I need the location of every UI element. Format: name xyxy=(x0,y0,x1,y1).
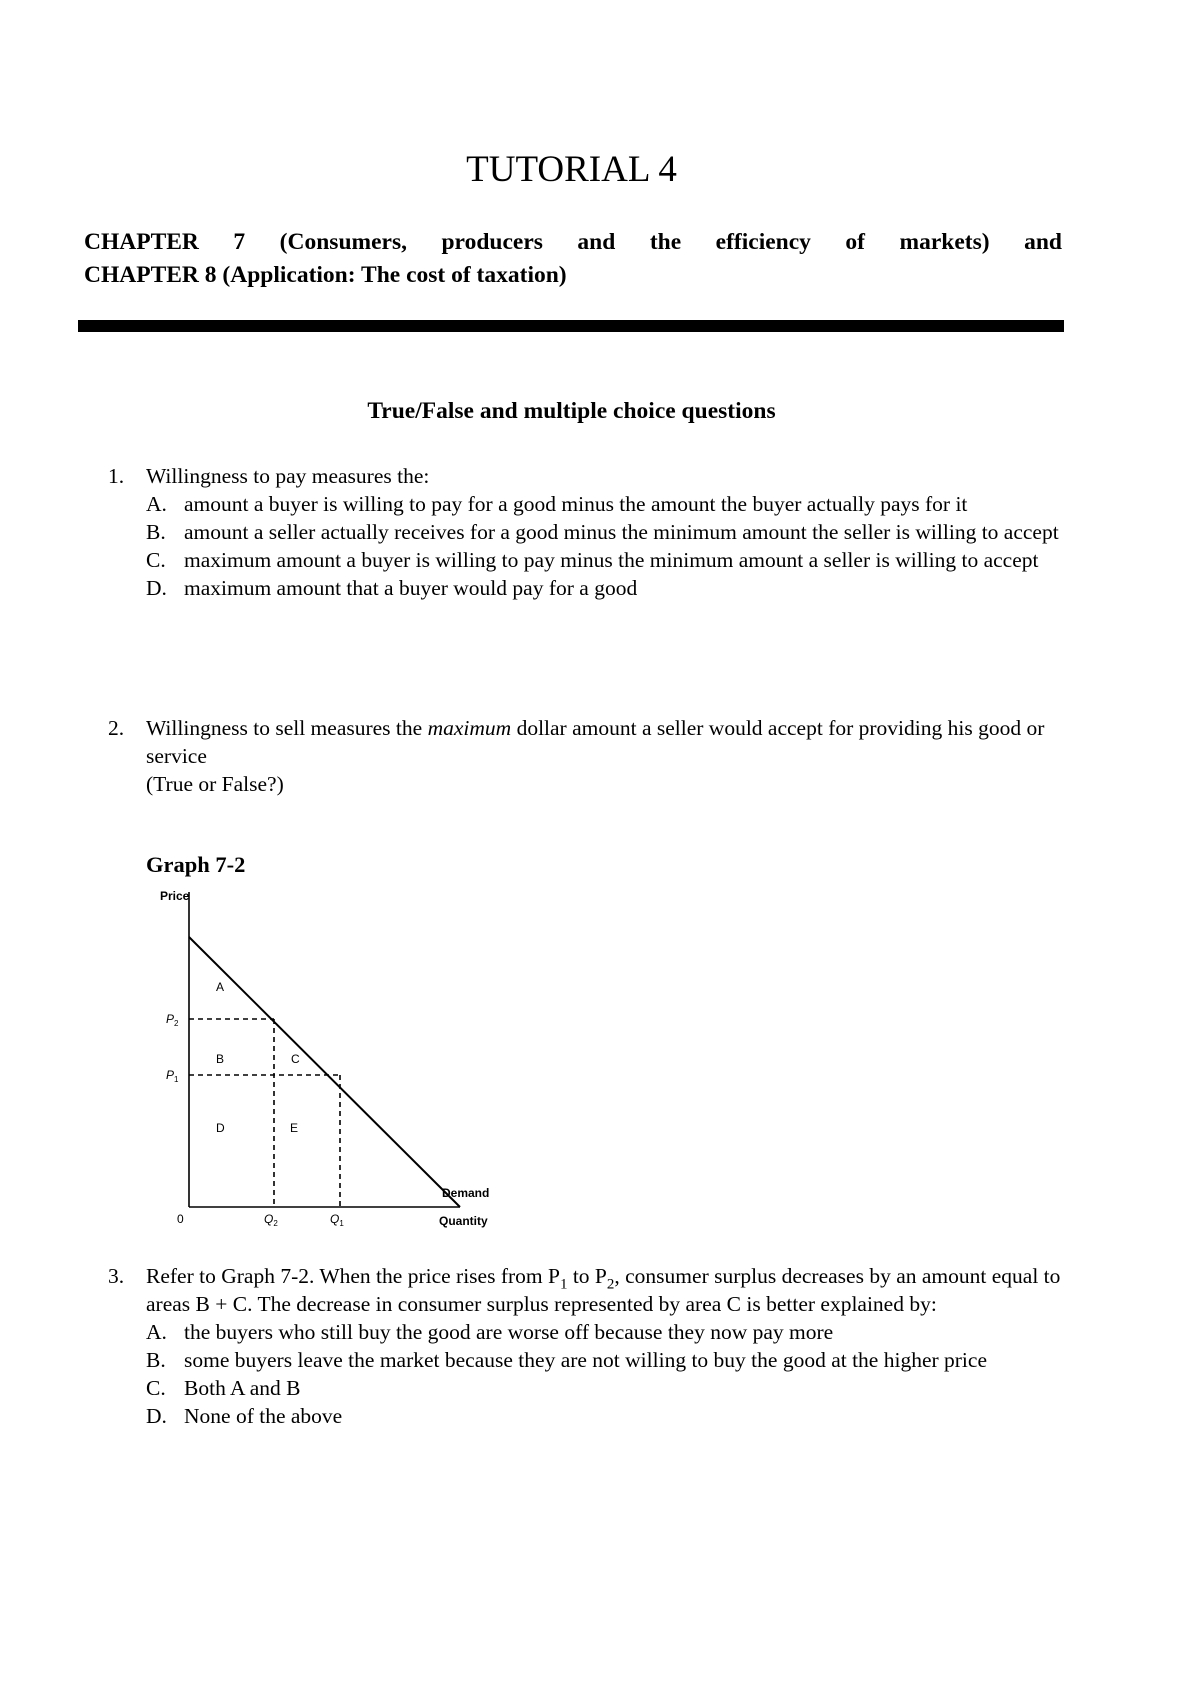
option-a xyxy=(146,1318,1068,1346)
option-letter: A. xyxy=(146,1320,167,1344)
option-d xyxy=(146,1402,1068,1430)
stem-text: Willingness to sell measures the xyxy=(146,716,428,740)
option-a xyxy=(146,490,1068,518)
question-number: 2. xyxy=(108,716,125,740)
price-subscript: 2 xyxy=(606,1276,615,1293)
question-stem xyxy=(146,1262,1068,1318)
y-axis-label: Price xyxy=(160,889,190,903)
question-1 xyxy=(108,462,1068,602)
demand-curve xyxy=(189,937,460,1207)
option-text: maximum amount a buyer is willing to pay minus the minimum amount a seller is willing to accept xyxy=(184,548,1039,572)
question-number: 3. xyxy=(108,1264,125,1288)
stem-text: Refer to Graph 7-2. When the price rises from P xyxy=(146,1264,560,1288)
stem-text: to P xyxy=(567,1264,607,1288)
option-letter: A. xyxy=(146,492,167,516)
chapter-heading xyxy=(84,226,1062,292)
option-text: Both A and B xyxy=(184,1376,301,1400)
p2-label: $P_2$ xyxy=(166,1012,179,1028)
question-3 xyxy=(108,1262,1068,1430)
stem-text: , consumer surplus decreases by an amount equal to areas B + C. The decrease in consumer surplus represented by area C is better explained by: xyxy=(146,1264,1061,1316)
origin-label: 0 xyxy=(177,1212,184,1226)
question-stem xyxy=(146,714,1068,770)
option-letter: C. xyxy=(146,1376,166,1400)
chapter-7-line: CHAPTER 7 (Consumers, producers and the efficiency of markets) and xyxy=(84,229,1062,255)
area-c-label: C xyxy=(291,1052,300,1066)
option-text: amount a seller actually receives for a good minus the minimum amount the seller is willing to accept xyxy=(184,520,1059,544)
area-b-label: B xyxy=(216,1052,225,1066)
option-b xyxy=(146,518,1068,546)
q1-label: $Q_1$ xyxy=(330,1212,344,1228)
option-b xyxy=(146,1346,1068,1374)
demand-graph xyxy=(150,880,530,1240)
x-axis-label: Quantity xyxy=(439,1214,488,1228)
price-subscript: 1 xyxy=(559,1276,568,1293)
option-letter: C. xyxy=(146,548,166,572)
option-text: maximum amount that a buyer would pay for a good xyxy=(184,576,638,600)
q2-label: $Q_2$ xyxy=(264,1212,278,1228)
section-heading: True/False and multiple choice questions xyxy=(367,398,776,424)
area-e-label: E xyxy=(290,1121,299,1135)
stem-text: dollar amount a seller would accept for providing his good or service xyxy=(146,716,1045,768)
question-2 xyxy=(108,714,1068,798)
option-c xyxy=(146,546,1068,574)
demand-label: Demand xyxy=(442,1186,490,1200)
graph-title: Graph 7-2 xyxy=(146,852,246,877)
option-letter: D. xyxy=(146,1404,167,1428)
question-number: 1. xyxy=(108,464,125,488)
option-letter: B. xyxy=(146,1348,166,1372)
p1-label: $P_1$ xyxy=(166,1068,179,1084)
stem-emphasis: maximum xyxy=(427,716,512,740)
question-stem: Willingness to pay measures the: xyxy=(146,464,430,488)
area-d-label: D xyxy=(216,1121,225,1135)
option-text: None of the above xyxy=(184,1404,343,1428)
page-title: TUTORIAL 4 xyxy=(466,149,677,190)
option-letter: D. xyxy=(146,576,167,600)
option-text: amount a buyer is willing to pay for a good minus the amount the buyer actually pays for it xyxy=(184,492,968,516)
true-false-prompt: (True or False?) xyxy=(146,772,284,796)
option-text: some buyers leave the market because they are not willing to buy the good at the higher price xyxy=(184,1348,987,1372)
area-a-label: A xyxy=(216,980,225,994)
option-text: the buyers who still buy the good are worse off because they now pay more xyxy=(184,1320,834,1344)
option-letter: B. xyxy=(146,520,166,544)
heading-divider xyxy=(78,320,1064,332)
option-d xyxy=(146,574,1068,602)
chapter-8-line: CHAPTER 8 (Application: The cost of taxation) xyxy=(84,262,567,288)
option-c xyxy=(146,1374,1068,1402)
